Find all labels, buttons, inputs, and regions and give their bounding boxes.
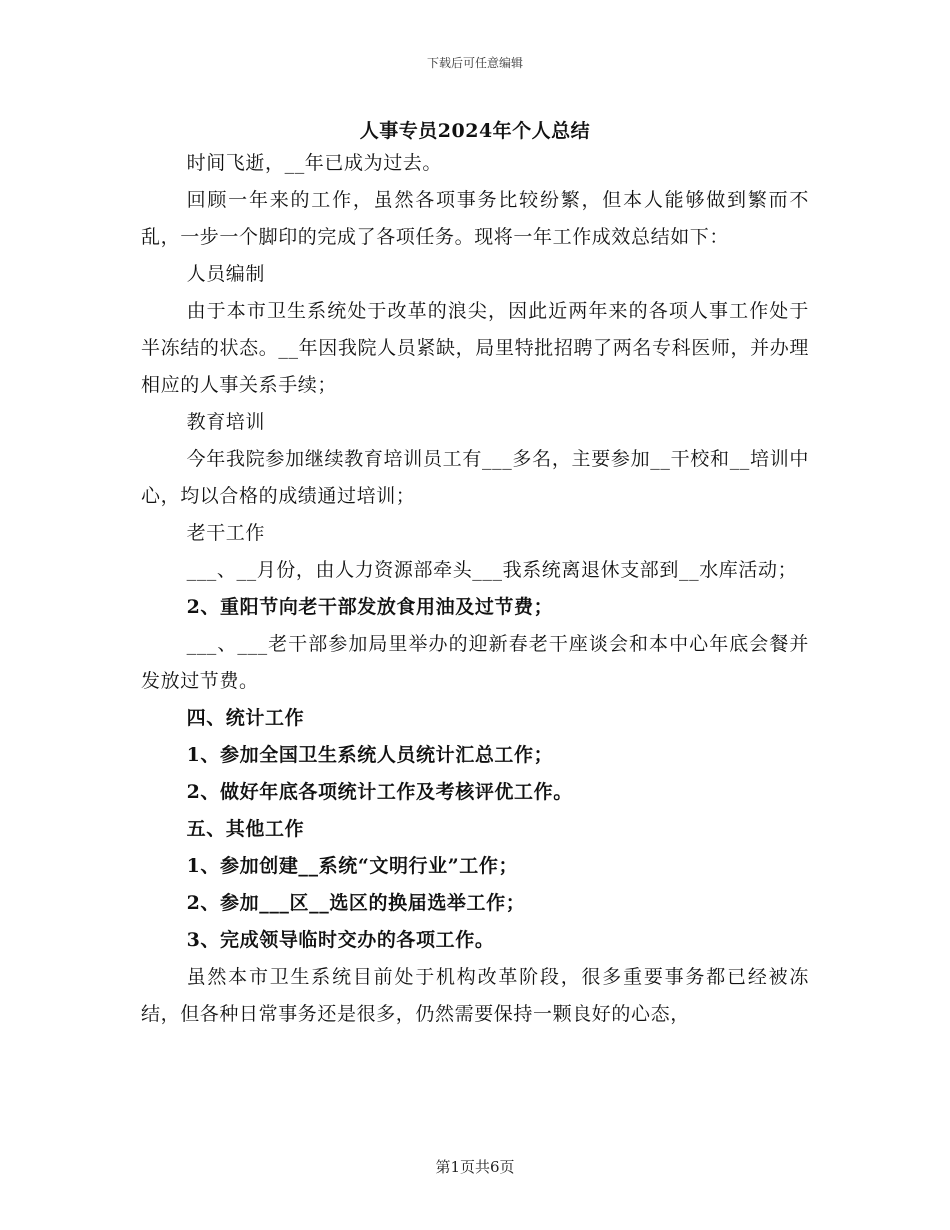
paragraph: 由于本市卫生系统处于改革的浪尖，因此近两年来的各项人事工作处于半冻结的状态。__年因我院人员紧缺，局里特批招聘了两名专科医师，并办理相应的人事关系手续； <box>141 300 809 396</box>
list-item: 3、完成领导临时交办的各项工作。 <box>186 929 495 951</box>
list-item: 1、参加创建__系统“文明行业”工作； <box>186 855 519 877</box>
list-item: 2、参加___区__选区的换届选举工作； <box>186 892 526 914</box>
page-number: 第1页共6页 <box>435 1158 515 1176</box>
paragraph: ___、__月份，由人力资源部牵头___我系统离退休支部到__水库活动； <box>186 559 798 581</box>
section-heading: 教育培训 <box>186 411 265 433</box>
document-body <box>141 145 809 1033</box>
paragraph: 今年我院参加继续教育培训员工有___多名，主要参加__干校和__培训中心，均以合格的成绩通过培训； <box>141 448 809 507</box>
section-heading: 人员编制 <box>186 263 265 285</box>
paragraph: 时间飞逝，__年已成为过去。 <box>186 152 442 174</box>
section-heading: 五、其他工作 <box>186 818 305 840</box>
section-heading: 老干工作 <box>186 522 265 544</box>
paragraph: 回顾一年来的工作，虽然各项事务比较纷繁，但本人能够做到繁而不乱，一步一个脚印的完成了各项任务。现将一年工作成效总结如下： <box>141 189 809 248</box>
header-note: 下载后可任意编辑 <box>426 56 523 70</box>
section-heading: 四、统计工作 <box>186 707 305 729</box>
document-title: 人事专员2024年个人总结 <box>359 120 591 142</box>
list-item: 2、做好年底各项统计工作及考核评优工作。 <box>186 781 573 803</box>
paragraph: ___、___老干部参加局里举办的迎新春老干座谈会和本中心年底会餐并发放过节费。 <box>141 633 809 692</box>
list-item: 1、参加全国卫生系统人员统计汇总工作； <box>186 744 554 766</box>
list-item: 2、重阳节向老干部发放食用油及过节费； <box>186 596 554 618</box>
paragraph: 虽然本市卫生系统目前处于机构改革阶段，很多重要事务都已经被冻结，但各种日常事务还是很多，仍然需要保持一颗良好的心态， <box>141 966 809 1025</box>
